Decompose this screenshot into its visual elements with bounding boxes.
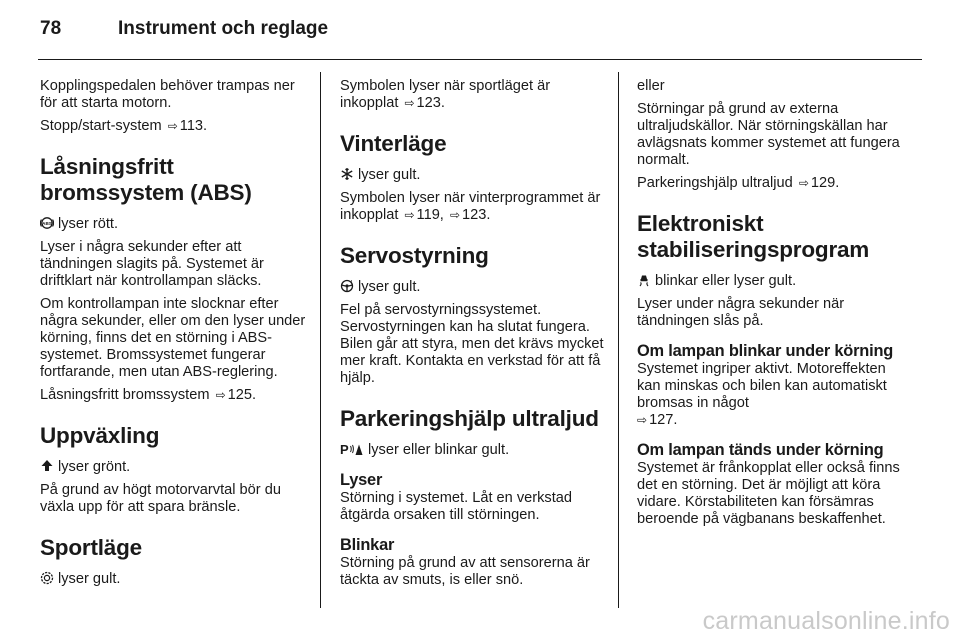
header-divider xyxy=(38,59,922,60)
sport-reference: Symbolen lyser när sportläget är inkopplat ⇨ 123. xyxy=(340,78,551,111)
esp-blink-heading: Om lampan blinkar under körning xyxy=(637,342,894,360)
esp-paragraph: Lyser under några sekunder när tändningen slås på. xyxy=(637,296,845,329)
page-link[interactable]: 119, xyxy=(416,207,444,223)
steering-heading: Servostyrning xyxy=(340,243,489,268)
page-link[interactable]: 123. xyxy=(416,95,445,111)
steering-wheel-icon xyxy=(340,279,354,293)
ref-arrow-icon: ⇨ xyxy=(215,388,226,402)
or-text: eller xyxy=(637,78,665,94)
page-link[interactable]: 125. xyxy=(227,387,257,403)
ref-arrow-icon: ⇨ xyxy=(404,96,415,110)
page-header xyxy=(40,18,328,40)
upshift-heading: Uppväxling xyxy=(40,423,160,448)
page-link[interactable]: 123. xyxy=(462,207,491,223)
abs-icon xyxy=(40,216,54,230)
esp-lit-heading: Om lampan tänds under körning xyxy=(637,441,884,459)
watermark: carmanualsonline.info xyxy=(702,607,950,635)
sport-status: lyser gult. xyxy=(40,571,308,588)
abs-reference: Låsningsfritt bromssystem ⇨ 125. xyxy=(40,387,257,403)
upshift-status: lyser grönt. xyxy=(40,459,308,476)
parking-blinkar-heading: Blinkar xyxy=(340,536,395,554)
column-divider-1 xyxy=(320,72,321,608)
stop-start-reference: Stopp/start-system ⇨ 113. xyxy=(40,118,208,134)
page-link[interactable]: 113. xyxy=(179,118,208,134)
esp-skid-icon xyxy=(637,273,651,287)
svg-text:ABS: ABS xyxy=(42,220,52,226)
column-2 xyxy=(340,78,608,595)
page-title: Instrument och reglage xyxy=(118,18,329,39)
esp-status: blinkar eller lyser gult. xyxy=(637,273,905,290)
sport-mode-icon xyxy=(40,571,54,585)
snowflake-icon xyxy=(340,167,354,181)
winter-status: lyser gult. xyxy=(340,167,608,184)
upshift-icon xyxy=(40,459,54,473)
parking-lyser-heading: Lyser xyxy=(340,471,383,489)
parking-status: P lyser eller blinkar gult. xyxy=(340,442,510,458)
esp-lit-text: Systemet är frånkopplat eller också finns det en störning. Det är möjligt att köra vidare. Körstabiliteten kan försämras beroende på vägbanans beskaffenhet. xyxy=(637,460,900,527)
parking-reference: Parkeringshjälp ultraljud ⇨ 129. xyxy=(637,175,840,191)
parking-heading: Parkeringshjälp ultraljud xyxy=(340,406,599,431)
page-link[interactable]: 127. xyxy=(649,412,678,428)
abs-paragraph-1: Lyser i några sekunder efter att tändningen slagits på. Systemet är driftklart när kontrollampan släcks. xyxy=(40,239,264,289)
esp-heading: Elektroniskt stabiliseringsprogram xyxy=(637,211,870,262)
upshift-paragraph: På grund av högt motorvarvtal bör du växla upp för att spara bränsle. xyxy=(40,482,281,515)
esp-blink-text: Systemet ingriper aktivt. Motoreffekten kan minskas och bilen kan automatiskt bromsas in något ⇨ 127. xyxy=(637,361,887,428)
ref-arrow-icon: ⇨ xyxy=(404,208,415,222)
sport-heading: Sportläge xyxy=(40,535,142,560)
abs-status: ABS lyser rött. xyxy=(40,216,308,233)
ref-arrow-icon: ⇨ xyxy=(167,119,178,133)
column-1 xyxy=(40,78,308,594)
ref-arrow-icon: ⇨ xyxy=(637,413,648,427)
steering-status: ! lyser gult. xyxy=(340,279,608,296)
ref-arrow-icon: ⇨ xyxy=(798,176,809,190)
steering-paragraph: Fel på servostyrningssystemet. Servostyrningen kan ha slutat fungera. Bilen går att styra, men det krävs mycket mer kraft. Kontakta en verkstad för att få hjälp. xyxy=(340,302,604,386)
winter-heading: Vinterläge xyxy=(340,131,447,156)
parking-sensor-icon xyxy=(340,442,364,456)
parking-lyser-text: Störning i systemet. Låt en verkstad åtgärda orsaken till störningen. xyxy=(340,490,572,523)
clutch-paragraph: Kopplingspedalen behöver trampas ner för att starta motorn. xyxy=(40,78,295,111)
column-divider-2 xyxy=(618,72,619,608)
column-3 xyxy=(637,78,905,534)
ref-arrow-icon: ⇨ xyxy=(449,208,460,222)
winter-reference: Symbolen lyser när vinterprogrammet är inkopplat ⇨ 119, ⇨ 123. xyxy=(340,190,601,223)
page-link[interactable]: 129. xyxy=(810,175,840,191)
ultrasound-interference-paragraph: Störningar på grund av externa ultraljudskällor. När störningskällan har avlägsnats kommer systemet att fungera normalt. xyxy=(637,101,900,168)
page-number: 78 xyxy=(40,18,62,39)
abs-heading: Låsningsfritt bromssystem (ABS) xyxy=(40,154,252,205)
abs-paragraph-2: Om kontrollampan inte slocknar efter några sekunder, eller om den lyser under körning, finns det en störning i ABS-systemet. Bromssystemet fungerar fortfarande, men utan ABS-reglering. xyxy=(40,296,306,380)
svg-text:P: P xyxy=(340,442,349,456)
parking-blinkar-text: Störning på grund av att sensorerna är täckta av smuts, is eller snö. xyxy=(340,555,590,588)
svg-text:!: ! xyxy=(350,279,353,285)
